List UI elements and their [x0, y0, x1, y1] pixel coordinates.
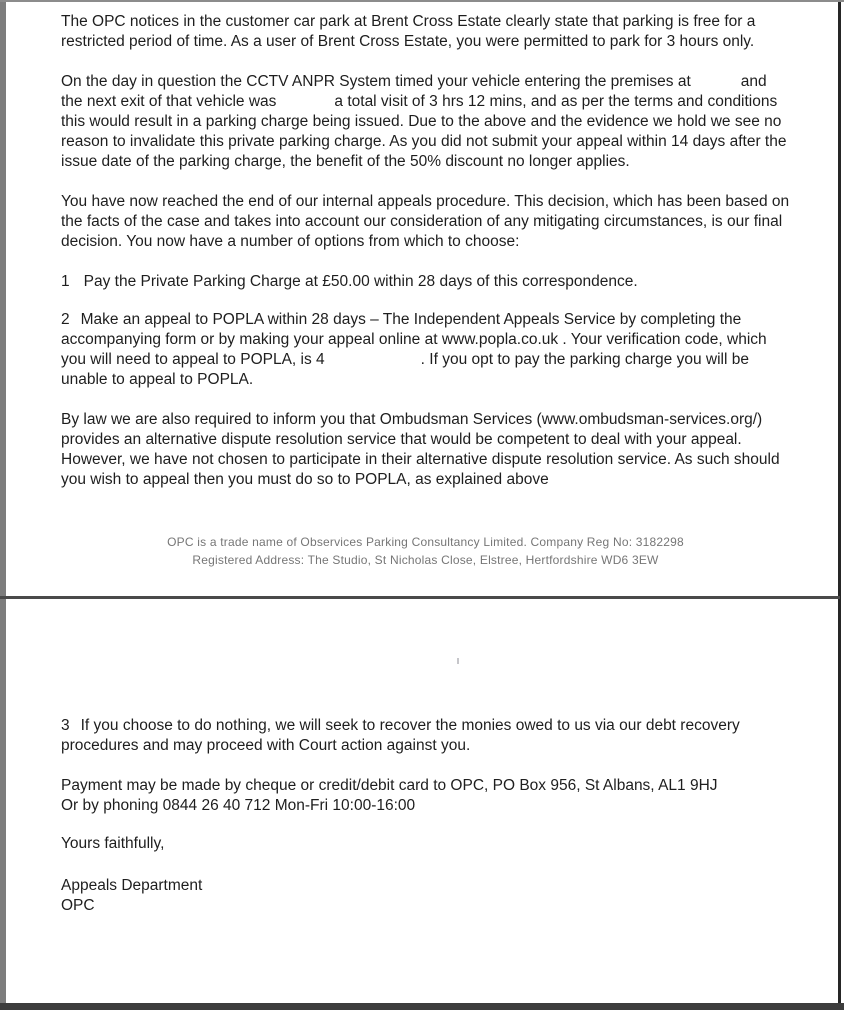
paragraph-payment-details: [61, 776, 790, 816]
option-2-number: 2: [61, 311, 70, 328]
valediction: Yours faithfully,: [61, 835, 165, 852]
redacted-verification-code: [325, 363, 421, 364]
anpr-text-before-exit-time: and the next exit of that vehicle was: [61, 73, 767, 110]
option-1-pay-charge: [61, 272, 790, 292]
option-2-popla-appeal: [61, 310, 790, 390]
letter-page-1: [61, 12, 790, 569]
paragraph-ombudsman: By law we are also required to inform you that Ombudsman Services (www.ombudsman-services.org/) provides an alternative dispute resolution service that would be competent to deal with your appeal. However, we have not chosen to participate in their alternative dispute resolution service. As such should you wish to appeal then you must do so to POPLA, as explained above: [61, 411, 780, 488]
option-3-text: If you choose to do nothing, we will seek to recover the monies owed to us via our debt recovery procedures and may proceed with Court action against you.: [61, 717, 740, 754]
option-3-debt-recovery: [61, 716, 790, 756]
signature-block: [61, 876, 790, 916]
redacted-entry-time: [691, 85, 741, 86]
scan-border-left: [0, 0, 6, 1010]
option-1-text: Pay the Private Parking Charge at £50.00 within 28 days of this correspondence.: [83, 273, 638, 290]
option-2-text-after-code: . If you opt to pay the parking charge you will be unable to appeal to POPLA.: [61, 351, 749, 388]
signature-department: Appeals Department: [61, 877, 203, 894]
redacted-exit-time: [276, 105, 334, 106]
scan-artifact-mark: [457, 658, 459, 664]
footer-trade-name-line: OPC is a trade name of Observices Parking Consultancy Limited. Company Reg No: 3182298: [167, 535, 684, 549]
paragraph-anpr-evidence: [61, 72, 790, 172]
anpr-text-before-entry-time: On the day in question the CCTV ANPR System timed your vehicle entering the premises at: [61, 73, 691, 90]
scan-border-right: [838, 2, 841, 1008]
letter-page-2: [61, 716, 790, 916]
scan-border-bottom: [0, 1003, 844, 1010]
payment-phone-line: Or by phoning 0844 26 40 712 Mon-Fri 10:00-16:00: [61, 797, 416, 814]
page-break-divider: [0, 596, 840, 599]
option-2-text-before-code: Make an appeal to POPLA within 28 days – The Independent Appeals Service by completing the accompanying form or by making your appeal online at www.popla.co.uk . Your verification code, which you will need to appeal to POPLA, is 4: [61, 311, 767, 368]
company-registration-footer: [61, 534, 790, 569]
paragraph-notice: The OPC notices in the customer car park at Brent Cross Estate clearly state that parking is free for a restricted period of time. As a user of Brent Cross Estate, you were permitted to park for 3 hours only.: [61, 13, 756, 50]
payment-methods-line: Payment may be made by cheque or credit/debit card to OPC, PO Box 956, St Albans, AL1 9HJ: [61, 777, 718, 794]
signature-company: OPC: [61, 897, 95, 914]
anpr-text-after-times: a total visit of 3 hrs 12 mins, and as per the terms and conditions this would result in a parking charge being issued. Due to the above and the evidence we hold we see no reason to invalidate this private parking charge. As you did not submit your appeal within 14 days after the issue date of the parking charge, the benefit of the 50% discount no longer applies.: [61, 93, 787, 170]
footer-registered-address-line: Registered Address: The Studio, St Nicholas Close, Elstree, Hertfordshire WD6 3EW: [192, 552, 659, 567]
scan-border-top: [0, 0, 844, 2]
paragraph-final-decision: You have now reached the end of our internal appeals procedure. This decision, which has been based on the facts of the case and takes into account our consideration of any mitigating circumstances, is our final decision. You now have a number of options from which to choose:: [61, 193, 790, 250]
option-3-number: 3: [61, 717, 70, 734]
option-1-number: 1: [61, 273, 70, 290]
